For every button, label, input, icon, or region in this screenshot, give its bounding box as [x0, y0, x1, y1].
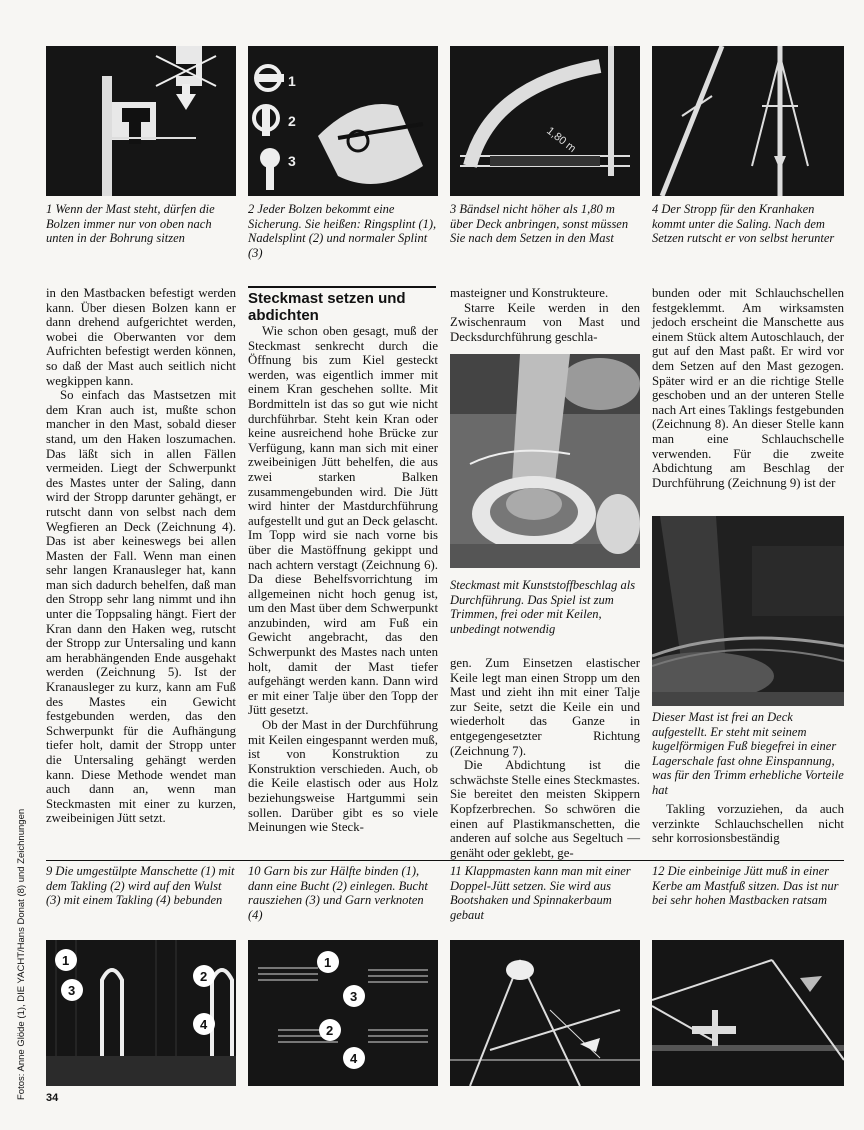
fig9-label-3: 3	[68, 983, 76, 998]
col2-paragraph: Wie schon oben gesagt, muß der Steckmast senkrecht durch die Öffnung bis zum Kiel gesteckt werden, was eigentlich immer mit einem Kran geschehen sollte. Mit Bordmitteln ist das so gut wie nicht durchführbar. Steht kein Kran oder keine ausreichend hohe Brücke zur Verfügung, kann man sich mit einer zweibeinigen Jütt behelfen, die aus zwei starken Balken zusammengebunden wird. Die Jütt wird hinter der Mastdurchführung aufgestellt und gut an Deck gelascht. Im Topp wird sie nach vorne bis über die Mastöffnung gekippt und nach achtern verstagt (Zeichnung 6). Da diese Behelfsvorrichtung im allgemeinen nicht hoch genug ist, um den Mast über dem Schwerpunkt anzubinden, wird am Fuß ein Gewicht angebracht, das den Schwerpunkt des Mastes nach unten holt, damit der Mast tiefer aufgehängt werden kann. Dann wird er mit einer Talje über den Topp der Jütt gesetzt.	[248, 324, 438, 718]
fig3-height-label: 1,80 m	[544, 124, 579, 156]
fig10-label-1: 1	[324, 955, 332, 970]
caption-1-text: Wenn der Mast steht, dürfen die Bolzen immer nur von oben nach unten in der Bohrung sitzen	[46, 202, 215, 246]
caption-2	[248, 202, 438, 260]
figure-2-split-pins	[248, 46, 438, 196]
caption-11-num: 11	[450, 864, 462, 878]
figure-4-crane-strop	[652, 46, 844, 196]
col2-paragraph: Ob der Mast in der Durchführung mit Keilen eingespannt werden muß, ist von Konstruktion zu Konstruktion verschieden. Auch, ob die Keile elastisch oder aus Holz beziehungsweise Hartgummi sein sollen. Darüber gibt es so viele Meinungen wie Steck-	[248, 718, 438, 835]
caption-9-text: Die umgestülpte Manschette (1) mit dem Takling (2) wird auf den Wulst (3) mit einem Takling (4) bebunden	[46, 864, 235, 908]
caption-2-text: Jeder Bolzen bekommt eine Sicherung. Sie heißen: Ringsplint (1), Nadelsplint (2) und normaler Splint (3)	[248, 202, 437, 260]
caption-1	[46, 202, 236, 246]
caption-4-num: 4	[652, 202, 659, 216]
caption-9	[46, 864, 236, 908]
fig2-label-3: 3	[288, 153, 296, 169]
fig10-label-3: 3	[350, 989, 358, 1004]
article-heading: Steckmast setzen und abdichten	[248, 286, 436, 324]
caption-10-text: Garn bis zur Hälfte binden (1), dann eine Bucht (2) einlegen. Bucht rausziehen (3) und Garn verknoten (4)	[248, 864, 428, 922]
photo-mast-partner-caption: Steckmast mit Kunststoffbeschlag als Durchführung. Das Spiel ist zum Trimmen, frei oder mit Keilen, unbedingt notwendig	[450, 578, 636, 636]
page-number: 34	[46, 1092, 59, 1104]
col3-paragraph: gen. Zum Einsetzen elastischer Keile legt man einen Stropp um den Mast und zieht ihn mit einer Talje zur Seite, setzt die Keile ein und wiederholt das Ganze in entgegengesetzter Richtung (Zeichnung 7).	[450, 656, 640, 758]
caption-10	[248, 864, 438, 922]
caption-11-text: Klappmasten kann man mit einer Doppel-Jütt setzen. Sie wird aus Bootshaken und Spinnakerbaum gebaut	[450, 864, 631, 922]
col4-paragraph: Takling vorzuziehen, da auch verzinkte Schlauchschellen nicht sehr korrosionsbeständig	[652, 802, 844, 846]
figure-1-mast-bolt	[46, 46, 236, 196]
photo-credits: Fotos: Anne Glöde (1), DIE YACHT/Hans Donat (8) und Zeichnungen	[16, 808, 27, 1100]
figure-9-sleeve-seal	[46, 940, 236, 1086]
text-column-3-top	[450, 286, 640, 344]
figure-11-double-sheerlegs	[450, 940, 640, 1086]
col3-paragraph: Die Abdichtung ist die schwächste Stelle eines Steckmastes. Sie bereitet den meisten Skippern Kopfzerbrechen. So schwören die einen auf Plastikmanschetten, die anderen auf solche aus Segeltuch — genäht oder geklebt, ge-	[450, 758, 640, 860]
figure-12-single-sheerleg	[652, 940, 844, 1086]
fig9-label-1: 1	[62, 953, 70, 968]
caption-4	[652, 202, 844, 246]
col3-paragraph: Starre Keile werden in den Zwischenraum von Mast und Decksdurchführung geschla-	[450, 300, 640, 344]
text-column-4-bottom	[652, 802, 844, 846]
caption-3	[450, 202, 640, 246]
fig10-label-2: 2	[326, 1023, 334, 1038]
photo-free-standing-mast-caption: Dieser Mast ist frei an Deck aufgestellt. Er steht mit seinem kugelförmigen Fuß biegefrei in einer Lagerschale fast ohne Einspannung, was für den Trimm erhebliche Vorteile hat	[652, 710, 844, 797]
text-column-2	[248, 324, 438, 835]
caption-12-text: Die einbeinige Jütt muß in einer Kerbe am Mastfuß sitzen. Das ist nur bei sehr hohen Mastbacken ratsam	[652, 864, 839, 908]
col1-paragraph: in den Mastbacken befestigt werden kann. Über diesen Bolzen kann er dann drehend aufgerichtet werden, wobei die Oberwanten vor dem Aufrichten befestigt werden können, so daß der Mast auch seitlich nicht wegkippen kann.	[46, 286, 236, 388]
caption-1-num: 1	[46, 202, 53, 216]
caption-3-num: 3	[450, 202, 457, 216]
caption-4-text: Der Stropp für den Kranhaken kommt unter die Saling. Nach dem Setzen rutscht er von selbst herunter	[652, 202, 835, 246]
text-column-4-top	[652, 286, 844, 490]
fig2-label-2: 2	[288, 113, 296, 129]
photo-free-standing-mast	[652, 516, 844, 706]
fig2-label-1: 1	[288, 73, 296, 89]
caption-12-num: 12	[652, 864, 665, 878]
caption-12	[652, 864, 844, 908]
fig9-label-4: 4	[200, 1017, 208, 1032]
caption-9-num: 9	[46, 864, 53, 878]
caption-2-num: 2	[248, 202, 255, 216]
col4-paragraph: bunden oder mit Schlauchschellen festgeklemmt. Am wirksamsten jedoch erscheint die Manschette aus einem Stück altem Autoschlauch, der gut auf den Mast paßt. Er wird vor dem Setzen auf den Mast gezogen. Später wird er an die richtige Stelle geschoben und an der unteren Stelle nach Art eines Taklings festgebunden (Zeichnung 8). An dieser Stelle kann man eine Schlauchschelle verwenden. Für die zweite Abdichtung am Beschlag der Durchführung (Zeichnung 9) ist der	[652, 286, 844, 490]
figure-3-lashing-height	[450, 46, 640, 196]
col3-paragraph: masteigner und Konstrukteure.	[450, 286, 609, 300]
fig10-label-4: 4	[350, 1051, 358, 1066]
text-column-1	[46, 286, 236, 826]
figure-10-whipping	[248, 940, 438, 1086]
col1-paragraph: So einfach das Mastsetzen mit dem Kran auch ist, mußte schon mancher in den Mast, sobald dieser stand, um den Haken loszumachen. Das läßt sich in allen Fällen vermeiden. Liegt der Schwerpunkt des Mastes unter der Saling, dann wird der Stropp darunter gehängt, er rutscht dann von selbst nach dem Wegfieren an Deck (Zeichnung 4). Das ist aber keineswegs bei allen Masten der Fall. Wenn man einen sehr langen Kranausleger hat, kann man sich dadurch behelfen, daß man den Stropp sehr lang nimmt und ihn unter die Toppsaling hängt. Fiert der Kran dann den Haken weg, rutscht der Stropp zur Untersaling und kann am herabhängenden Ende ausgehakt werden (Zeichnung 5). Ist der Kranausleger zu kurz, kann am Fuß des Mastes ein Gewicht festgebunden werden, das den Schwerpunkt für die Aufhängung tiefer holt, damit der Stropp unter die Untersaling gehängt werden kann. Diese Methode wendet man auch dann an, wenn man Steckmasten mit einer zu kurzen, zweibeinigen Jütt setzt.	[46, 388, 236, 826]
text-column-3-bottom	[450, 656, 640, 860]
bottom-caption-rule	[46, 860, 844, 861]
photo-mast-partner	[450, 354, 640, 568]
caption-11	[450, 864, 640, 922]
fig9-label-2: 2	[200, 969, 208, 984]
caption-3-text: Bändsel nicht höher als 1,80 m über Deck anbringen, sonst müssen Sie nach dem Setzen in den Mast	[450, 202, 629, 246]
caption-10-num: 10	[248, 864, 261, 878]
